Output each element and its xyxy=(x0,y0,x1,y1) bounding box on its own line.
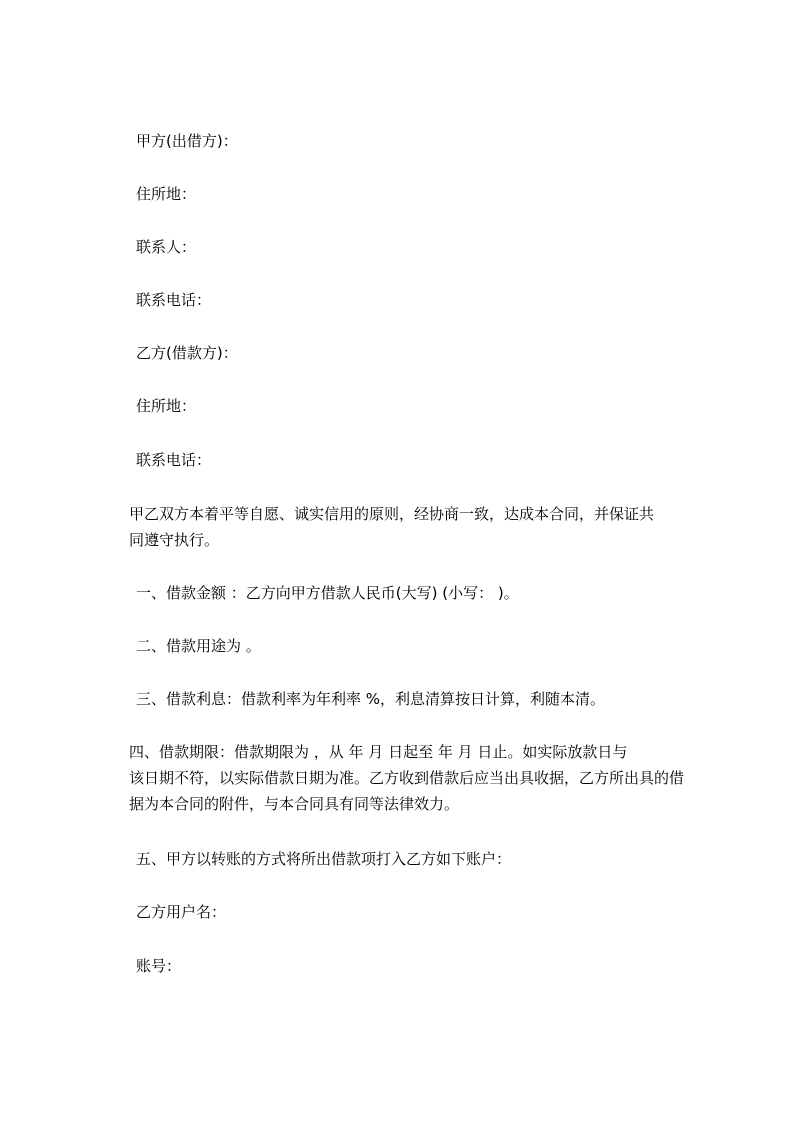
clause-5-transfer: 五、甲方以转账的方式将所出借款项打入乙方如下账户： xyxy=(136,850,512,868)
clause-4-line-3: 据为本合同的附件，与本合同具有同等法律效力。 xyxy=(129,795,460,813)
clause-4-line-1: 四、借款期限：借款期限为 ，从 年 月 日起至 年 月 日止。如实际放款日与 xyxy=(129,743,628,761)
preamble-line-2: 同遵守执行。 xyxy=(129,531,220,549)
borrower-phone-label: 联系电话： xyxy=(136,451,212,469)
account-number-label: 账号： xyxy=(136,957,182,975)
preamble-line-1: 甲乙双方本着平等自愿、诚实信用的原则，经协商一致，达成本合同，并保证共 xyxy=(129,505,655,523)
lender-phone-label: 联系电话： xyxy=(136,291,212,309)
borrower-address-label: 住所地： xyxy=(136,397,197,415)
account-name-label: 乙方用户名： xyxy=(136,903,227,921)
clause-4-loan-term xyxy=(129,739,709,817)
preamble-paragraph xyxy=(129,501,709,553)
lender-address-label: 住所地： xyxy=(136,185,197,203)
borrower-label: 乙方(借款方)： xyxy=(136,344,238,362)
lender-label: 甲方(出借方)： xyxy=(136,132,238,150)
clause-1-loan-amount: 一、借款金额 ：乙方向甲方借款人民币(大写) (小写： )。 xyxy=(136,584,519,602)
clause-2-loan-purpose: 二、借款用途为 。 xyxy=(136,637,261,655)
lender-contact-label: 联系人： xyxy=(136,238,197,256)
clause-3-loan-interest: 三、借款利息：借款利率为年利率 %，利息清算按日计算，利随本清。 xyxy=(136,690,606,708)
clause-4-line-2: 该日期不符，以实际借款日期为准。乙方收到借款后应当出具收据，乙方所出具的借 xyxy=(129,769,685,787)
